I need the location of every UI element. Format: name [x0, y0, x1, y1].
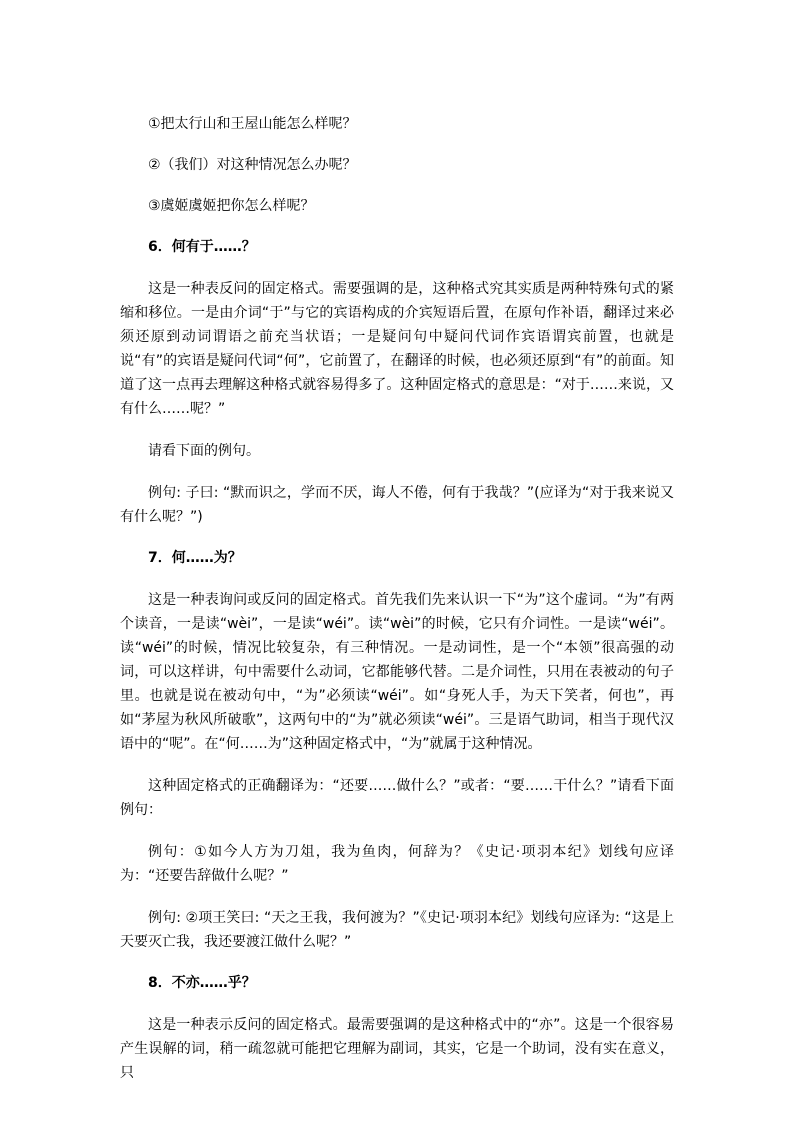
section-heading-8: 8．不亦……乎？ [148, 975, 256, 991]
section-6-explanation: 这是一种表反问的固定格式。需要强调的是，这种格式究其实质是两种特殊句式的紧缩和移位。一是由介词“于”与它的宾语构成的介宾短语后置，在原句作补语，翻译过来必须还原到动词谓语之前充当状语；一是疑问句中疑问代词作宾语谓宾前置，也就是说“有”的宾语是疑问代词“何”，它前置了，在翻译的时候，也必须还原到“有”的前面。知道了这一点再去理解这种格式就容易得多了。这种固定格式的意思是：“对于……来说，又有什么……呢？” [120, 281, 674, 417]
section-heading-6: 6．何有于……？ [148, 239, 256, 255]
section-6-prompt: 请看下面的例句。 [148, 443, 260, 459]
document-body [120, 112, 674, 1085]
section-6-example: 例句: 子曰: “默而识之，学而不厌，诲人不倦，何有于我哉？”(应译为“对于我来说又有什么呢？”) [120, 485, 674, 525]
section-7-example-2: 例句: ②项王笑曰: “天之王我，我何渡为？”《史记·项羽本纪》划线句应译为: “这是上天要灭亡我，我还要渡江做什么呢？” [120, 910, 674, 950]
example-translation-3: ③虞姬虞姬把你怎么样呢？ [148, 198, 315, 214]
section-7-translation-note: 这种固定格式的正确翻译为：“还要……做什么？”或者：“要……干什么？”请看下面例句： [120, 778, 674, 818]
example-translation-1: ①把太行山和王屋山能怎么样呢？ [148, 116, 357, 132]
section-heading-7: 7．何……为？ [148, 550, 242, 566]
section-7-example-1: 例句：①如今人方为刀俎，我为鱼肉，何辞为？《史记·项羽本纪》划线句应译为：“还要告辞做什么呢？” [120, 844, 674, 884]
section-8-explanation: 这是一种表示反问的固定格式。最需要强调的是这种格式中的“亦”。这是一个很容易产生误解的词，稍一疏忽就可能把它理解为副词，其实，它是一个助词，没有实在意义，只 [120, 1017, 674, 1081]
example-translation-2: ②（我们）对这种情况怎么办呢？ [148, 157, 357, 173]
section-7-explanation: 这是一种表询问或反问的固定格式。首先我们先来认识一下“为”这个虚词。“为”有两个读音，一是读“wèi”，一是读“wéi”。读“wèi”的时候，它只有介词性。一是读“wéi”。读“wéi”的时候，情况比较复杂，有三种情况。一是动词性，是一个“本领”很高强的动词，可以这样讲，句中需要什么动词，它都能够代替。二是介词性，只用在表被动的句子里。也就是说在被动句中，“为”必须读“wéi”。如“身死人手，为天下笑者，何也”，再如“茅屋为秋风所破歌”，这两句中的“为”就必须读“wéi”。三是语气助词，相当于现代汉语中的“呢”。在“何……为”这种固定格式中，“为”就属于这种情况。 [120, 592, 674, 752]
